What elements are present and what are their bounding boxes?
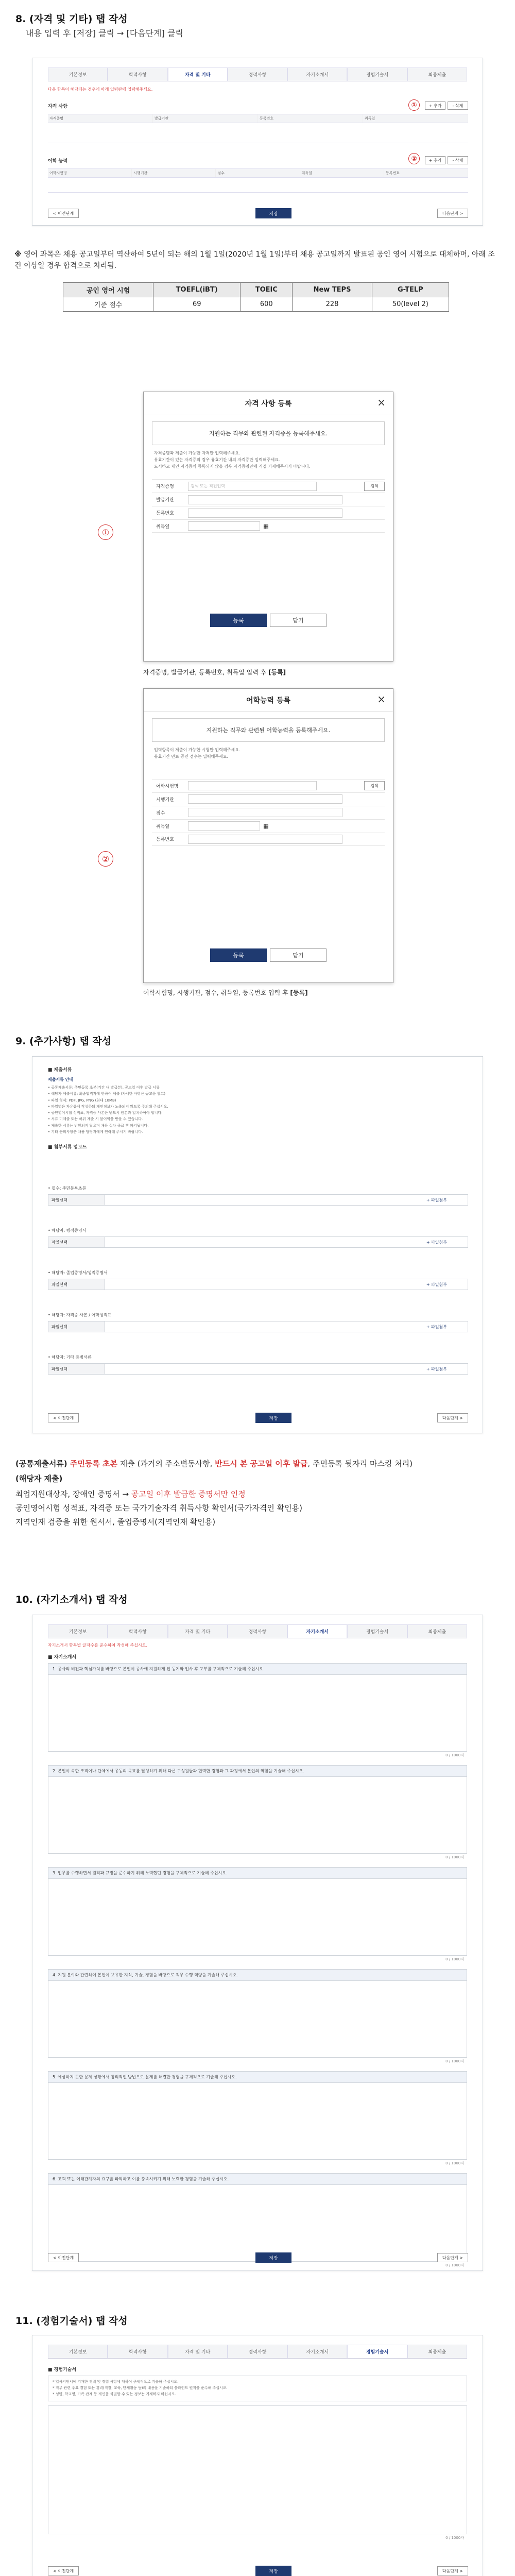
lang-score-row <box>152 806 385 819</box>
cert-del-button[interactable]: - 삭제 <box>448 101 468 110</box>
field-label: 시행기관 <box>156 797 174 803</box>
lang-org-input[interactable] <box>188 794 342 804</box>
s10-notice: 자기소개서 항목별 글자수를 준수하여 작성해 주십시오. <box>48 1643 147 1648</box>
cert-search-button[interactable]: 검색 <box>364 482 385 491</box>
tab-final[interactable]: 최종제출 <box>407 2345 467 2358</box>
tab-experience[interactable]: 경험기술서 <box>347 2345 407 2358</box>
s9-file-select[interactable]: 파일선택 <box>48 1237 105 1247</box>
s9-note: • 공통제출서류: 주민등록 초본(기간 내 발급분), 공고일 이후 발급 서류 <box>48 1086 160 1090</box>
cert-caption-bold: [등록] <box>268 669 286 676</box>
lang-date-row <box>152 819 385 833</box>
lang-col: 시행기관 <box>132 169 216 177</box>
lang-note <box>14 249 501 272</box>
tab-basic[interactable]: 기본정보 <box>48 67 108 81</box>
s11-next-button[interactable]: 다음단계 > <box>437 2566 468 2575</box>
s9-file-label: • 해당자: 병적증명서 <box>48 1228 87 1233</box>
cert-issuer-row <box>152 493 385 506</box>
lang-bullets <box>154 747 383 760</box>
s9-desc-part: (공통제출서류) <box>15 1459 70 1468</box>
tab-career[interactable]: 경력사항 <box>228 67 287 81</box>
s10-counter: 0 / 1000자 <box>445 2263 464 2267</box>
cert-col: 발급기관 <box>153 114 258 123</box>
s9-upload-button[interactable]: + 파일첨부 <box>426 1282 447 1287</box>
score-td: 69 <box>153 297 241 312</box>
lang-col: 등록번호 <box>384 169 468 177</box>
s9-note: • 제출한 서류는 반환되지 않으며 채용 절차 종료 후 파기됩니다. <box>48 1123 149 1128</box>
s9-file-group <box>48 1270 468 1312</box>
s9-desc <box>15 1458 500 1528</box>
cert-modal-marker: ① <box>98 524 113 540</box>
s9-file-select[interactable]: 파일선택 <box>48 1321 105 1332</box>
score-td: 기준 점수 <box>63 297 153 312</box>
score-th: New TEPS <box>293 283 372 297</box>
s11-guide-line: * 성명, 학교명, 가족 관계 등 개인을 식별할 수 있는 정보는 기재하지 마십시오. <box>53 2392 176 2396</box>
s9-file-group <box>48 1228 468 1270</box>
s9-file-label: • 해당자: 자격증 사본 / 어학성적표 <box>48 1313 112 1317</box>
s9-desc-line4: 공인영어시험 성적표, 자격증 또는 국가기술자격 취득사항 확인서(국가자격인 확인용) <box>15 1503 303 1513</box>
s10-question: 2. 본인이 속한 조직이나 단체에서 공동의 목표를 달성하기 위해 다른 구성원들과 협력한 경험과 그 과정에서 본인의 역할을 기술해 주십시오. <box>48 1765 467 1776</box>
s9-upload-button[interactable]: + 파일첨부 <box>426 1366 447 1371</box>
s9-sub-head: ■ 첨부서류 업로드 <box>48 1145 87 1150</box>
lang-caption <box>143 988 308 997</box>
cert-empty-row <box>48 123 468 143</box>
s10-question-block <box>48 1663 467 1759</box>
s9-file-select[interactable]: 파일선택 <box>48 1364 105 1374</box>
s10-answer-input[interactable] <box>48 1674 467 1752</box>
s10-question-block <box>48 2071 467 2167</box>
s9-note: • 서류 미제출 또는 허위 제출 시 불이익을 받을 수 있습니다. <box>48 1117 143 1122</box>
tab-final[interactable]: 최종제출 <box>407 1624 467 1638</box>
calendar-icon[interactable]: ▦ <box>263 822 269 829</box>
score-th: TOEIC <box>241 283 293 297</box>
score-td: 228 <box>293 297 372 312</box>
s11-answer-input[interactable] <box>48 2405 467 2534</box>
s9-file-group <box>48 1354 468 1397</box>
s8-next-button[interactable]: 다음단계 > <box>437 209 468 218</box>
tab-basic[interactable]: 기본정보 <box>48 1624 108 1638</box>
s11-guide <box>48 2376 467 2401</box>
cert-info-box: 지원하는 직무와 관련된 자격증을 등록해주세요. <box>152 421 385 445</box>
s10-answer-input[interactable] <box>48 1878 467 1956</box>
lang-info-box: 지원하는 직무와 관련된 어학능력을 등록해주세요. <box>152 718 385 742</box>
s10-next-button[interactable]: 다음단계 > <box>437 2253 468 2262</box>
s11-prev-button[interactable]: < 이전단계 <box>48 2566 79 2575</box>
s8-footer <box>48 208 468 219</box>
s9-note: • 공인영어시험 성적표, 자격증 사본은 반드시 원본과 일치하여야 합니다. <box>48 1111 163 1115</box>
s9-note: • 파일 형식: PDF, JPG, PNG (최대 10MB) <box>48 1098 116 1103</box>
lang-number-input[interactable] <box>188 835 342 844</box>
s9-screenshot <box>32 1056 483 1433</box>
s11-head: ■ 경험기술서 <box>48 2367 77 2372</box>
s10-question: 5. 예상하지 못한 문제 상황에서 창의적인 방법으로 문제를 해결한 경험을 구체적으로 기술해 주십시오. <box>48 2071 467 2082</box>
s8-notice: 다음 항목이 해당되는 경우에 아래 입력란에 입력해주세요. <box>48 87 153 92</box>
lang-org-row <box>152 792 385 806</box>
s9-desc-line3 <box>15 1488 500 1500</box>
cert-caption-text: 자격증명, 발급기관, 등록번호, 취득일 입력 후 <box>143 669 268 676</box>
s9-desc-line1 <box>15 1458 500 1470</box>
tab-education[interactable]: 학력사항 <box>108 67 167 81</box>
lang-note-star: ※ <box>14 250 22 259</box>
lang-add-button[interactable]: + 추가 <box>425 156 445 164</box>
s10-tabs <box>48 1624 467 1638</box>
field-label: 자격증명 <box>156 484 174 490</box>
score-table <box>63 282 449 312</box>
score-td: 600 <box>241 297 293 312</box>
s9-file-group <box>48 1312 468 1354</box>
cert-register-button[interactable]: 등록 <box>210 614 267 627</box>
s10-counter: 0 / 1000자 <box>445 2059 464 2063</box>
s11-counter: 0 / 1000자 <box>445 2535 464 2540</box>
s9-save-button[interactable]: 저장 <box>255 1413 291 1423</box>
lang-note-text: 영어 과목은 채용 공고일부터 역산하여 5년이 되는 해의 1월 1일(2020년 1월 1일)부터 채용 공고일까지 발표된 공인 영어 시험으로 대체하며, 아래 조건 이상일 경우 합격으로 처리됨. <box>14 250 495 270</box>
cert-name-input[interactable]: 검색 또는 직접입력 <box>188 482 317 491</box>
field-label: 발급기관 <box>156 498 174 503</box>
s9-head: ■ 제출서류 <box>48 1067 72 1073</box>
s9-file-select[interactable]: 파일선택 <box>48 1279 105 1290</box>
s8-screenshot <box>32 58 483 226</box>
s10-title: 10. (자기소개서) 탭 작성 <box>15 1594 128 1605</box>
score-th: G-TELP <box>372 283 449 297</box>
s9-file-select[interactable]: 파일선택 <box>48 1195 105 1205</box>
s9-filebox <box>48 1363 468 1375</box>
lang-empty-row <box>48 177 468 193</box>
s8-title: 8. (자격 및 기타) 탭 작성 <box>15 13 128 25</box>
cert-header-row <box>48 114 468 123</box>
s10-question: 1. 공사의 비전과 핵심가치를 바탕으로 본인이 공사에 지원하게 된 동기와 입사 후 포부를 구체적으로 기술해 주십시오. <box>48 1663 467 1674</box>
s10-question: 4. 지원 분야와 관련하여 본인이 보유한 지식, 기술, 경험을 바탕으로 직무 수행 역량을 기술해 주십시오. <box>48 1969 467 1980</box>
field-label: 취득일 <box>156 524 170 530</box>
cert-bullet: 도서하고 제인 자격증의 등록되지 않을 경우 자격증명만에 직접 기재해주시기 바랍니다. <box>154 464 311 469</box>
cert-add-button[interactable]: + 추가 <box>425 101 445 110</box>
s9-footer <box>48 1412 468 1423</box>
cert-col: 취득일 <box>363 114 468 123</box>
s10-questions <box>48 1663 467 2269</box>
s8-marker-2: ② <box>408 153 420 164</box>
score-header-row <box>63 283 449 297</box>
s9-desc-part: 반드시 본 공고일 이후 발급 <box>215 1459 308 1468</box>
s9-note: • 기타 문의사항은 채용 담당자에게 연락해 주시기 바랍니다. <box>48 1129 143 1134</box>
lang-register-button[interactable]: 등록 <box>210 948 267 962</box>
s9-filebox <box>48 1236 468 1248</box>
s10-answer-input[interactable] <box>48 2184 467 2262</box>
cert-col: 자격증명 <box>48 114 153 123</box>
cert-col: 등록번호 <box>258 114 363 123</box>
s10-counter: 0 / 1000자 <box>445 1957 464 1961</box>
s10-counter: 0 / 1000자 <box>445 1855 464 1859</box>
s9-file-label: • 해당자: 기타 증빙서류 <box>48 1355 92 1360</box>
s9-file-list <box>48 1185 468 1397</box>
s8-prev-button[interactable]: < 이전단계 <box>48 209 79 218</box>
cert-date-row <box>152 519 385 533</box>
tab-education[interactable]: 학력사항 <box>108 1624 167 1638</box>
s10-head: ■ 자기소개서 <box>48 1655 77 1660</box>
score-td: 50(level 2) <box>372 297 449 312</box>
s10-save-button[interactable]: 저장 <box>255 2252 291 2263</box>
s11-footer <box>48 2565 468 2576</box>
tab-intro[interactable]: 자기소개서 <box>287 67 347 81</box>
cert-head: 자격 사항 <box>48 104 67 109</box>
tab-experience[interactable]: 경험기술서 <box>347 67 407 81</box>
cert-modal-title: 자격 사항 등록 <box>144 392 393 415</box>
lang-search-button[interactable]: 검색 <box>364 781 385 790</box>
cert-close-button[interactable]: 닫기 <box>270 614 327 627</box>
s9-note: • 해당자 제출서류: 최종합격자에 한하여 제출 (자세한 사항은 공고문 참고) <box>48 1092 166 1096</box>
tab-intro[interactable]: 자기소개서 <box>287 1624 347 1638</box>
s8-cert-block <box>48 100 468 143</box>
field-label: 등록번호 <box>156 511 174 517</box>
s9-filebox <box>48 1194 468 1206</box>
cert-bullet: 유효기간이 있는 자격증의 경우 유효기간 내의 자격증만 입력해주세요. <box>154 457 280 462</box>
lang-header-row <box>48 168 468 177</box>
lang-modal-marker: ② <box>98 851 113 867</box>
s11-title: 11. (경험기술서) 탭 작성 <box>15 2315 128 2327</box>
score-th: 공인 영어 시험 <box>63 283 153 297</box>
s10-counter: 0 / 1000자 <box>445 1753 464 1757</box>
s9-desc-part: 제출 (과거의 주소변동사항, <box>117 1459 215 1468</box>
s11-guide-line: * 입사지원서에 기재한 경력 및 경험 사항에 대하여 구체적으로 기술해 주십시오. <box>53 2380 179 2384</box>
cert-modal <box>143 392 393 662</box>
tab-experience[interactable]: 경험기술서 <box>347 1624 407 1638</box>
s9-file-label: • 해당자: 졸업증명서/성적증명서 <box>48 1270 108 1275</box>
s9-desc-part: , 주민등록 뒷자리 마스킹 처리) <box>307 1459 413 1468</box>
lang-bullet: 입력항목이 제출이 가능한 시험만 입력해주세요. <box>154 748 241 752</box>
s9-desc-part: 주민등록 초본 <box>70 1459 118 1468</box>
field-label: 등록번호 <box>156 837 174 843</box>
score-th: TOEFL(iBT) <box>153 283 241 297</box>
tab-final[interactable]: 최종제출 <box>407 67 467 81</box>
s8-subtitle: 내용 입력 후 [저장] 클릭 → [다음단계] 클릭 <box>26 28 183 38</box>
lang-number-row <box>152 833 385 846</box>
score-row <box>63 297 449 312</box>
cert-number-row <box>152 506 385 519</box>
lang-col: 취득일 <box>300 169 384 177</box>
lang-close-button[interactable]: 닫기 <box>270 948 327 962</box>
field-label: 취득일 <box>156 824 170 829</box>
lang-caption-bold: [등록] <box>290 989 308 996</box>
s10-footer <box>48 2252 468 2263</box>
s11-save-button[interactable]: 저장 <box>255 2566 291 2576</box>
s10-screenshot <box>32 1615 483 2271</box>
lang-name-input[interactable] <box>188 781 317 790</box>
lang-score-input[interactable] <box>188 808 342 817</box>
s9-notes-head: 제출서류 안내 <box>48 1077 74 1082</box>
s9-next-button[interactable]: 다음단계 > <box>437 1413 468 1422</box>
field-label: 점수 <box>156 810 165 816</box>
cert-name-row <box>152 479 385 493</box>
lang-caption-text: 어학시험명, 시행기관, 점수, 취득일, 등록번호 입력 후 <box>143 989 290 996</box>
s10-question-block <box>48 1765 467 1861</box>
s9-file-label: • 필수: 주민등록초본 <box>48 1186 87 1191</box>
s9-upload-button[interactable]: + 파일첨부 <box>426 1240 447 1245</box>
cert-bullet: 자격증명과 제출이 가능한 자격만 입력해주세요. <box>154 451 241 455</box>
s11-guide-line: * 직무 관련 주요 경험 또는 경력(직장, 교육, 단체활동 등)의 내용을 기술하되 블라인드 원칙을 준수해 주십시오. <box>53 2385 228 2390</box>
s9-desc-part: 공고일 이후 발급한 증명서만 인정 <box>131 1489 246 1499</box>
s10-counter: 0 / 1000자 <box>445 2161 464 2165</box>
tab-career[interactable]: 경력사항 <box>228 1624 287 1638</box>
s9-title: 9. (추가사항) 탭 작성 <box>15 1036 112 1047</box>
tab-intro[interactable]: 자기소개서 <box>287 2345 347 2358</box>
cert-number-input[interactable] <box>188 509 342 518</box>
lang-bullet: 유효기간 만료 공인 점수는 입력해주세요. <box>154 754 229 759</box>
s9-notes <box>48 1084 467 1135</box>
lang-col: 어학시험명 <box>48 169 132 177</box>
s9-upload-button[interactable]: + 파일첨부 <box>426 1197 447 1202</box>
lang-del-button[interactable]: - 삭제 <box>448 156 468 164</box>
s9-prev-button[interactable]: < 이전단계 <box>48 1413 79 1422</box>
s10-question: 6. 고객 또는 이해관계자의 요구를 파악하고 이를 충족시키기 위해 노력한 경험을 기술해 주십시오. <box>48 2173 467 2184</box>
tab-cert[interactable]: 자격 및 기타 <box>168 1624 228 1638</box>
s9-desc-line2: (해당자 제출) <box>15 1474 63 1484</box>
tab-cert[interactable]: 자격 및 기타 <box>168 2345 228 2358</box>
s10-question-block <box>48 1969 467 2065</box>
s10-question: 3. 업무를 수행하면서 원칙과 규정을 준수하기 위해 노력했던 경험을 구체적으로 기술해 주십시오. <box>48 1867 467 1878</box>
s10-prev-button[interactable]: < 이전단계 <box>48 2253 79 2262</box>
s9-filebox <box>48 1279 468 1290</box>
lang-date-input[interactable] <box>188 821 260 831</box>
s8-save-button[interactable]: 저장 <box>255 208 291 218</box>
field-label: 어학시험명 <box>156 784 179 789</box>
lang-head: 어학 능력 <box>48 158 67 164</box>
s9-note: • 파일명은 자유롭게 작성하되 개인정보가 노출되지 않도록 주의해 주십시오. <box>48 1104 168 1109</box>
s11-tabs <box>48 2345 467 2359</box>
tab-career[interactable]: 경력사항 <box>228 2345 287 2358</box>
s9-file-group <box>48 1185 468 1228</box>
s8-tabs <box>48 67 467 81</box>
s10-answer-input[interactable] <box>48 2082 467 2160</box>
s9-upload-button[interactable]: + 파일첨부 <box>426 1324 447 1329</box>
lang-name-row <box>152 779 385 792</box>
s10-question-block <box>48 1867 467 1963</box>
lang-modal-title: 어학능력 등록 <box>144 689 393 712</box>
tab-cert[interactable]: 자격 및 기타 <box>168 67 228 81</box>
calendar-icon[interactable]: ▦ <box>263 522 269 530</box>
s8-marker-1: ① <box>408 99 420 111</box>
close-icon[interactable]: × <box>377 693 386 705</box>
cert-bullets <box>154 450 383 470</box>
close-icon[interactable]: × <box>377 396 386 409</box>
s9-desc-line5: 지역인재 검증을 위한 원서서, 졸업증명서(지역인재 확인용) <box>15 1517 216 1527</box>
s10-answer-input[interactable] <box>48 1776 467 1854</box>
s8-lang-block <box>48 155 468 193</box>
cert-issuer-input[interactable] <box>188 495 342 504</box>
cert-caption <box>143 668 286 676</box>
s10-answer-input[interactable] <box>48 1980 467 2058</box>
lang-modal <box>143 688 393 983</box>
lang-col: 점수 <box>216 169 300 177</box>
s9-filebox <box>48 1321 468 1332</box>
s11-screenshot <box>32 2335 483 2576</box>
tab-education[interactable]: 학력사항 <box>108 2345 167 2358</box>
s9-desc-part: 최업지원대상자, 장애인 증명서 → <box>15 1489 131 1499</box>
cert-date-input[interactable] <box>188 521 260 531</box>
tab-basic[interactable]: 기본정보 <box>48 2345 108 2358</box>
